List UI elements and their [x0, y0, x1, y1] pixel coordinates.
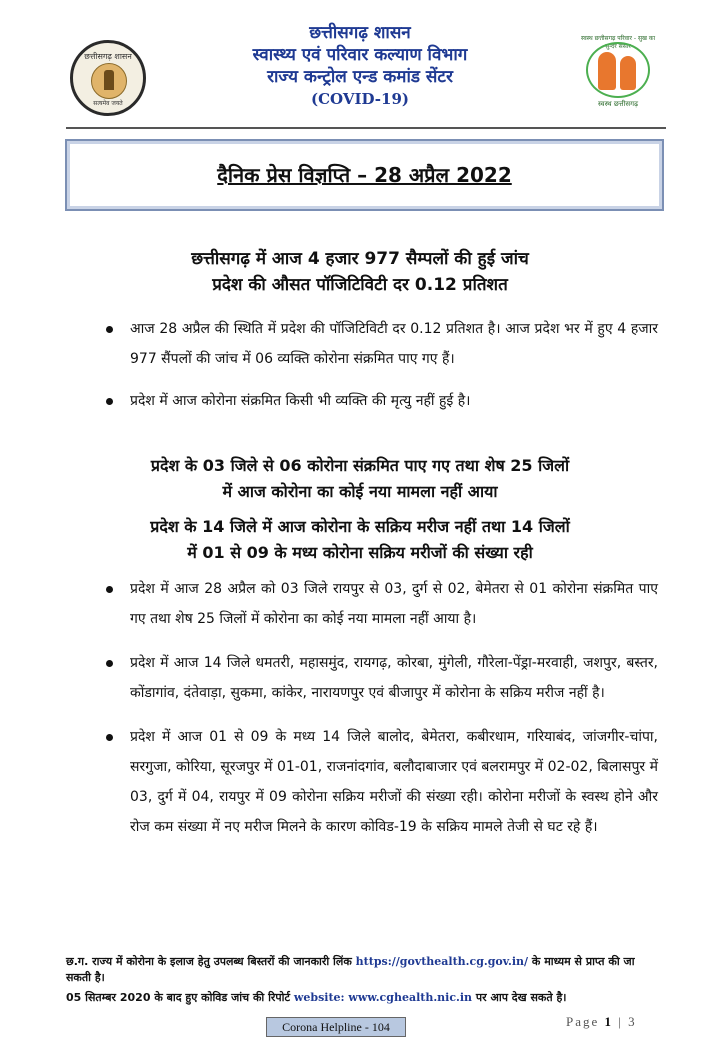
headline-line: प्रदेश की औसत पॉजिटिविटी दर 0.12 प्रतिशत: [212, 275, 508, 295]
header-divider: [66, 127, 666, 129]
letterhead: [0, 0, 720, 128]
headline-line: में आज कोरोना का कोई नया मामला नहीं आया: [222, 482, 498, 501]
letterhead-text: [160, 22, 560, 110]
title-box: [65, 139, 664, 211]
parent-figure-icon: [598, 52, 616, 90]
family-health-icon: [572, 34, 664, 116]
bullet-list-districts: [102, 574, 658, 842]
department-name: स्वास्थ्य एवं परिवार कल्याण विभाग: [252, 45, 468, 65]
list-item: आज 28 अप्रैल की स्थिति में प्रदेश की पॉजिटिविटी दर 0.12 प्रतिशत है। आज प्रदेश भर में हुए 4 हजार 977 सैंपलों की जांच में 06 व्यक्ति कोरोना संक्रमित पाए गए हैं।: [102, 314, 658, 374]
ashoka-emblem-icon: [91, 63, 127, 99]
health-logo-caption: स्वस्थ छत्तीसगढ़: [597, 100, 639, 108]
emblem-sub-text: सत्यमेव जयते: [93, 100, 123, 107]
press-release-title: दैनिक प्रेस विज्ञप्ति – 28 अप्रैल 2022: [217, 163, 512, 187]
list-item: प्रदेश में आज 01 से 09 के मध्य 14 जिले बालोद, बेमेतरा, कबीरधाम, गरियाबंद, जांजगीर-चांपा, सरगुजा, कोरिया, सूरजपुर में 01-01, राजनांदगांव, बलौदाबाजार एवं बलरामपुर में 02-02, बिलासपुर में 03, दुर्ग में 04, रायपुर में 09 कोरोना सक्रिय मरीजों की संख्या रही। कोरोना मरीजों के स्वस्थ होने और रोज कम संख्या में नए मरीज मिलने के कारण कोविड-19 के सक्रिय मामले तेजी से घट रहे हैं।: [102, 722, 658, 842]
list-item: प्रदेश में आज कोरोना संक्रमित किसी भी व्यक्ति की मृत्यु नहीं हुई है।: [102, 386, 658, 416]
headline-line: में 01 से 09 के मध्य कोरोना सक्रिय मरीजों की संख्या रही: [187, 543, 533, 562]
headline-line: छत्तीसगढ़ में आज 4 हजार 977 सैम्पलों की हुई जांच: [191, 249, 529, 269]
headline-samples: [70, 246, 650, 298]
child-figure-icon: [620, 56, 636, 90]
helpline-badge: Corona Helpline - 104: [266, 1017, 406, 1037]
beds-note-text-end: के माध्यम से प्राप्त की जा सकती है।: [66, 955, 635, 984]
covid-label: (COVID-19): [311, 90, 409, 108]
headline-active-cases: [70, 514, 650, 566]
report-note-text: 05 सितम्बर 2020 के बाद हुए कोविड जांच की रिपोर्ट: [66, 991, 291, 1004]
list-item: प्रदेश में आज 14 जिले धमतरी, महासमुंद, रायगढ़, कोरबा, मुंगेली, गौरेला-पेंड्रा-मरवाही, जशपुर, बस्तर, कोंडागांव, दंतेवाड़ा, सुकमा, कांकेर, नारायणपुर एवं बीजापुर में कोरोना के सक्रिय मरीज नहीं है।: [102, 648, 658, 708]
test-report-note: [66, 990, 658, 1006]
health-logo-ring: [586, 42, 650, 98]
report-website-link[interactable]: website: www.cghealth.nic.in: [293, 991, 473, 1004]
page-current: 1: [604, 1014, 614, 1029]
headline-line: प्रदेश के 03 जिले से 06 कोरोना संक्रमित पाए गए तथा शेष 25 जिलों: [150, 456, 570, 475]
page-label: Page: [566, 1014, 600, 1029]
list-item: प्रदेश में आज 28 अप्रैल को 03 जिले रायपुर से 03, दुर्ग से 02, बेमेतरा से 01 कोरोना संक्रमित पाए गए तथा शेष 25 जिलों में कोरोना का कोई नया मामला नहीं आया है।: [102, 574, 658, 634]
centre-name: राज्य कन्ट्रोल एन्ड कमांड सेंटर: [267, 67, 453, 87]
headline-new-cases: [70, 453, 650, 505]
govt-name: छत्तीसगढ़ शासन: [309, 23, 411, 43]
beds-info-link[interactable]: https://govthealth.cg.gov.in/: [355, 955, 529, 968]
state-emblem-icon: [70, 40, 146, 116]
beds-info-note: [66, 954, 658, 986]
beds-note-text: छ.ग. राज्य में कोरोना के इलाज हेतु उपलब्ध बिस्तरों की जानकारी लिंक: [66, 955, 352, 968]
page-total: 3: [628, 1014, 637, 1029]
bullet-list-positivity: [102, 314, 658, 416]
page-number: Page 1 | 3: [566, 1014, 637, 1029]
headline-line: प्रदेश के 14 जिले में आज कोरोना के सक्रिय मरीज नहीं तथा 14 जिलों: [150, 517, 570, 536]
emblem-ring-text: छत्तीसगढ़ शासन: [84, 52, 132, 61]
health-logo-arc-text: स्वस्थ छत्तीसगढ़ परिवार - सुख का सुन्दर संसार: [580, 35, 656, 50]
report-note-text-end: पर आप देख सकते है।: [475, 991, 567, 1004]
